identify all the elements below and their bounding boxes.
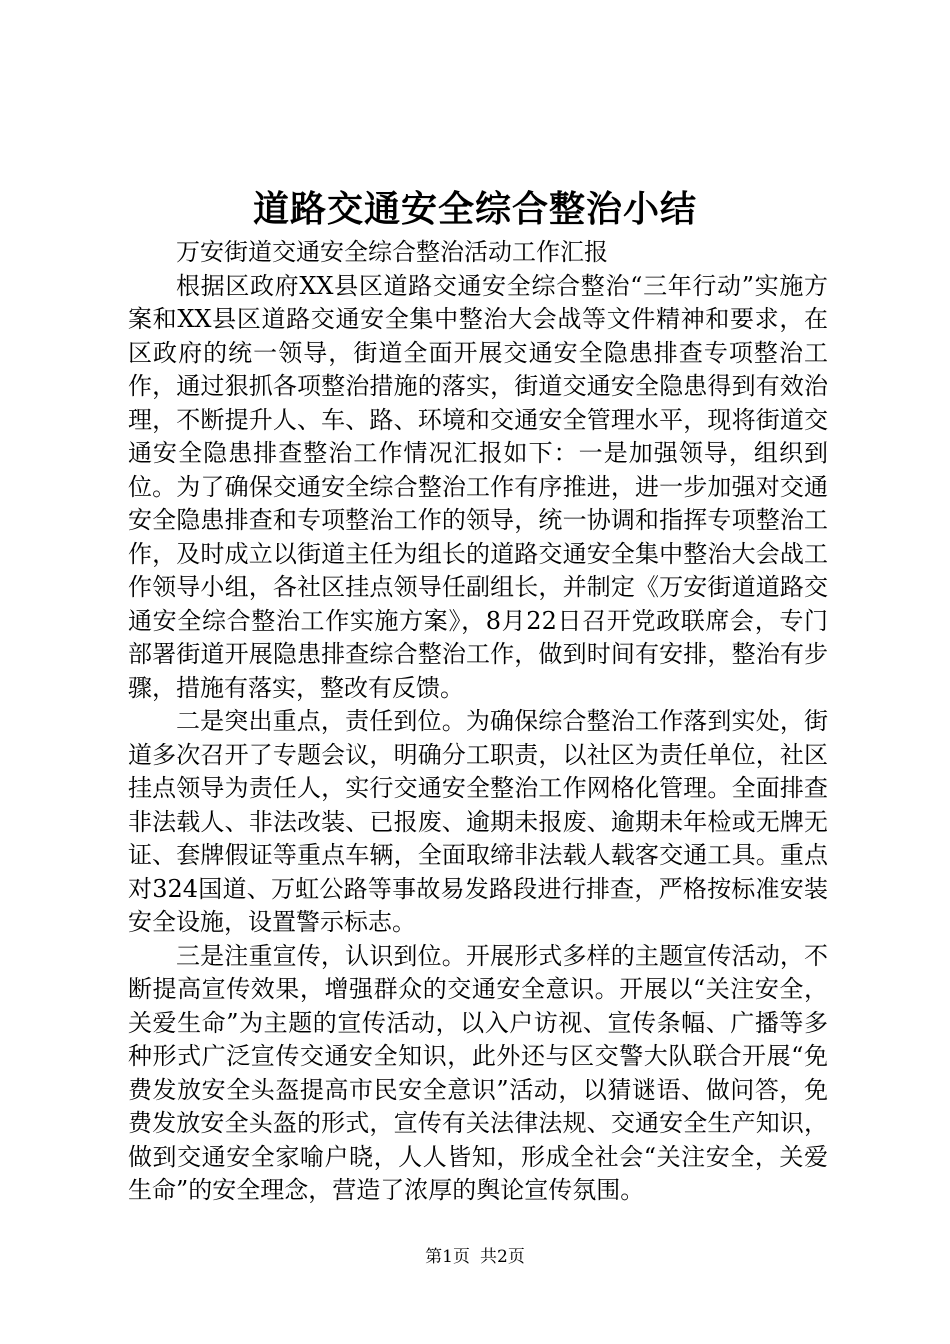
paragraph-1: 根据区政府XX县区道路交通安全综合整治“三年行动”实施方案和XX县区道路交通安全集中整治大会战等文件精神和要求，在区政府的统一领导，街道全面开展交通安全隐患排查专项整治工作，通过狠抓各项整治措施的落实，街道交通安全隐患得到有效治理，不断提升人、车、路、环境和交通安全管理水平，现将街道交通安全隐患排查整治工作情况汇报如下：一是加强领导，组织到位。为了确保交通安全综合整治工作有序推进，进一步加强对交通安全隐患排查和专项整治工作的领导，统一协调和指挥专项整治工作，及时成立以街道主任为组长的道路交通安全集中整治大会战工作领导小组，各社区挂点领导任副组长，并制定《万安街道道路交通安全综合整治工作实施方案》，8月22日召开党政联席会，专门部署街道开展隐患排查综合整治工作，做到时间有安排，整治有步骤，措施有落实，整改有反馈。	[128, 271, 828, 702]
paragraph-subtitle: 万安街道交通安全综合整治活动工作汇报	[176, 238, 608, 266]
page-number-current: 第1页	[425, 1247, 470, 1267]
paragraph-3: 三是注重宣传，认识到位。开展形式多样的主题宣传活动，不断提高宣传效果，增强群众的交通安全意识。开展以“关注安全，关爱生命”为主题的宣传活动，以入户访视、宣传条幅、广播等多种形式广泛宣传交通安全知识，此外还与区交警大队联合开展“免费发放安全头盔提高市民安全意识”活动，以猜谜语、做问答，免费发放安全头盔的形式，宣传有关法律法规、交通安全生产知识，做到交通安全家喻户晓，人人皆知，形成全社会“关注安全，关爱生命”的安全理念，营造了浓厚的舆论宣传氛围。	[128, 941, 828, 1204]
document-title: 道路交通安全综合整治小结	[252, 188, 697, 230]
document-body	[128, 236, 828, 1208]
paragraph-2: 二是突出重点，责任到位。为确保综合整治工作落到实处，街道多次召开了专题会议，明确分工职责，以社区为责任单位，社区挂点领导为责任人，实行交通安全整治工作网格化管理。全面排查非法载人、非法改装、已报废、逾期未报废、逾期未年检或无牌无证、套牌假证等重点车辆，全面取缔非法载人载客交通工具。重点对324国道、万虹公路等事故易发路段进行排查，严格按标准安装安全设施，设置警示标志。	[128, 707, 828, 936]
page-footer	[0, 1246, 950, 1268]
page-number-total: 共2页	[480, 1247, 525, 1267]
